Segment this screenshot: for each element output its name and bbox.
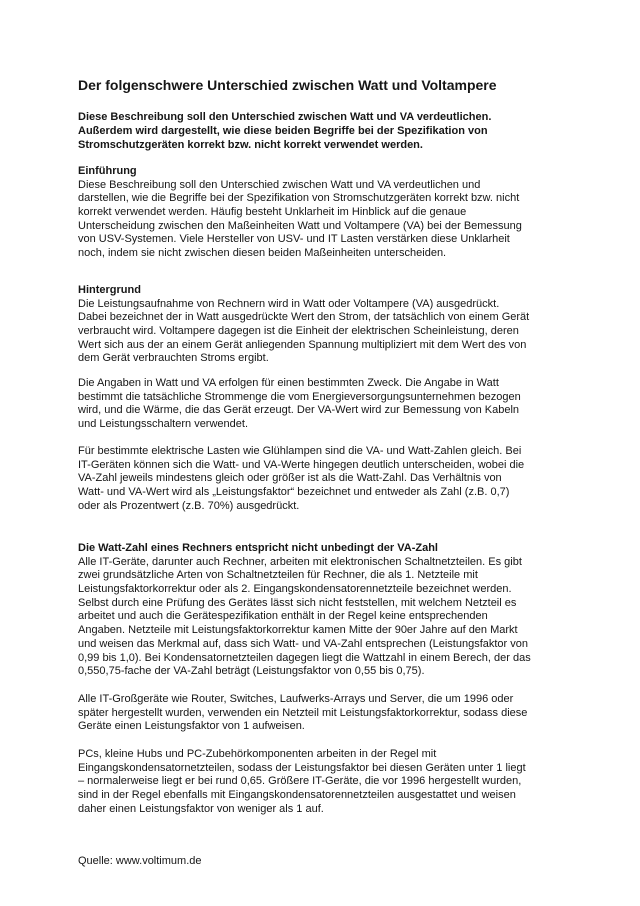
- paragraph: [78, 377, 521, 432]
- section-einfuehrung: [78, 165, 522, 261]
- section-hintergrund: [78, 284, 529, 366]
- document-title-block: [78, 77, 497, 94]
- text-line: Diese Beschreibung soll den Unterschied zwischen Watt und VA verdeutlichen.: [78, 111, 492, 123]
- text-line: Eingangskondensatornetzteilen, sodass der Leistungsfaktor bei diesen Geräten unter 1 liegt: [78, 761, 526, 774]
- text-line: Leistungsfaktorkorrektur oder als 2. Eingangskondensatorennetzteile bezeichnet werden.: [78, 583, 512, 596]
- text-line: Für bestimmte elektrische Lasten wie Glühlampen sind die VA- und Watt-Zahlen gleich. Bei: [78, 445, 522, 457]
- text-line: arbeitet und auch die Gerätespezifikation enthält in der Regel keine entsprechenden: [78, 610, 488, 623]
- text-line: 0,550,75-fache der VA-Zahl beträgt (Leistungsfaktor von 0,55 bis 0,75).: [78, 665, 425, 678]
- text-line: Wert sich aus der an einem Gerät anliegenden Spannung multipliziert mit dem Wert des von: [78, 338, 527, 351]
- text-line: und Leistungsschaltern verwendet.: [78, 418, 248, 431]
- source-note: Quelle: www.voltimum.de: [78, 855, 202, 867]
- text-line: VA-Zahl jeweils mindestens gleich oder größer ist als die Watt-Zahl. Das Verhältnis von: [78, 472, 502, 485]
- text-line: Alle IT-Geräte, darunter auch Rechner, arbeiten mit elektronischen Schaltnetzteilen. Es gibt: [78, 555, 522, 568]
- section-heading: Hintergrund: [78, 284, 141, 296]
- text-line: Außerdem wird dargestellt, wie diese beiden Begriffe bei der Spezifikation von: [78, 125, 488, 137]
- text-line: sind in der Regel ebenfalls mit Eingangskondensatorennetzteilen ausgestattet und weisen: [78, 789, 516, 802]
- footer: [78, 855, 202, 869]
- text-line: bestimmt die tatsächliche Strommenge die vom Energieversorgungsunternehmen bezogen: [78, 390, 521, 403]
- paragraph: [78, 748, 526, 816]
- text-line: Dabei bezeichnet der in Watt ausgedrückte Wert den Strom, der tatsächlich von einem Gerät: [78, 311, 530, 324]
- text-line: Angaben. Netzteile mit Leistungsfaktorkorrektur kamen Mitte der 90er Jahre auf den Markt: [78, 624, 518, 637]
- text-line: daher einen Leistungsfaktor von weniger als 1 auf.: [78, 802, 324, 815]
- text-line: IT-Geräten können sich die Watt- und VA-Werte hingegen deutlich unterscheiden, wobei die: [78, 458, 525, 471]
- text-line: später hergestellt wurden, verwenden ein Netzteil mit Leistungsfaktorkorrektur, sodass diese: [78, 706, 528, 719]
- text-line: dem Gerät verbrauchten Stroms ergibt.: [78, 352, 269, 365]
- text-line: Die Leistungsaufnahme von Rechnern wird in Watt oder Voltampere (VA) ausgedrückt.: [78, 297, 500, 310]
- text-line: Watt- und VA-Wert wird als „Leistungsfaktor“ bezeichnet und entweder als Zahl (z.B. 0,7): [78, 486, 510, 499]
- paragraph: [78, 693, 527, 734]
- text-line: Unterscheidung zwischen den Maßeinheiten Watt und Voltampere (VA) bei der Bemessung: [78, 219, 522, 232]
- paragraph: [78, 445, 524, 513]
- intro-paragraph: [78, 110, 491, 152]
- text-line: von USV-Systemen. Viele Hersteller von USV- und IT Lasten verstärken diese Unklarheit: [78, 233, 510, 246]
- text-line: zwei grundsätzliche Arten von Schaltnetzteilen für Rechner, die als 1. Netzteile mit: [78, 569, 478, 582]
- text-line: PCs, kleine Hubs und PC-Zubehörkomponenten arbeiten in der Regel mit: [78, 748, 437, 760]
- text-line: verbraucht wird. Voltampere dagegen ist die Einheit der elektrischen Scheinleistung, deren: [78, 325, 519, 338]
- text-line: Selbst durch eine Prüfung des Gerätes lässt sich nicht feststellen, mit welchem Netzteil es: [78, 596, 517, 609]
- text-line: Die Angaben in Watt und VA erfolgen für einen bestimmten Zweck. Die Angabe in Watt: [78, 377, 499, 389]
- text-line: korrekt verwendet werden. Häufig besteht Unklarheit im Hinblick auf die genaue: [78, 206, 467, 219]
- text-line: und weisen das Merkmal auf, dass sich Watt- und VA-Zahl entsprechen (Leistungsfaktor von: [78, 637, 528, 650]
- text-line: Diese Beschreibung soll den Unterschied zwischen Watt und VA verdeutlichen und: [78, 178, 481, 191]
- text-line: Geräte einen Leistungsfaktor von 1 aufweisen.: [78, 720, 305, 733]
- document-title: Der folgenschwere Unterschied zwischen Watt und Voltampere: [78, 77, 497, 93]
- text-line: wird, und die Wärme, die das Gerät erzeugt. Der VA-Wert wird zur Bemessung von Kabeln: [78, 404, 520, 417]
- section-heading: Einführung: [78, 165, 137, 177]
- text-line: – normalerweise liegt er bei rund 0,65. Größere IT-Geräte, die vor 1996 hergestellt wurden,: [78, 775, 522, 788]
- text-line: oder als Prozentwert (z.B. 70%) ausgedrückt.: [78, 499, 300, 512]
- text-line: Alle IT-Großgeräte wie Router, Switches, Laufwerks-Arrays und Server, die um 1996 oder: [78, 693, 514, 705]
- text-line: Stromschutzgeräten korrekt bzw. nicht korrekt verwendet werden.: [78, 139, 423, 151]
- section-watt-zahl: [78, 542, 531, 679]
- section-heading: Die Watt-Zahl eines Rechners entspricht nicht unbedingt der VA-Zahl: [78, 542, 438, 554]
- text-line: darstellen, wie die Begriffe bei der Spezifikation von Stromschutzgeräten korrekt bzw. nicht: [78, 192, 520, 205]
- text-line: noch, indem sie nicht zwischen diesen beiden Maßeinheiten unterscheiden.: [78, 247, 447, 260]
- text-line: 0,99 bis 1,0). Bei Kondensatornetzteilen dagegen liegt die Wattzahl in einem Berech, der das: [78, 651, 531, 664]
